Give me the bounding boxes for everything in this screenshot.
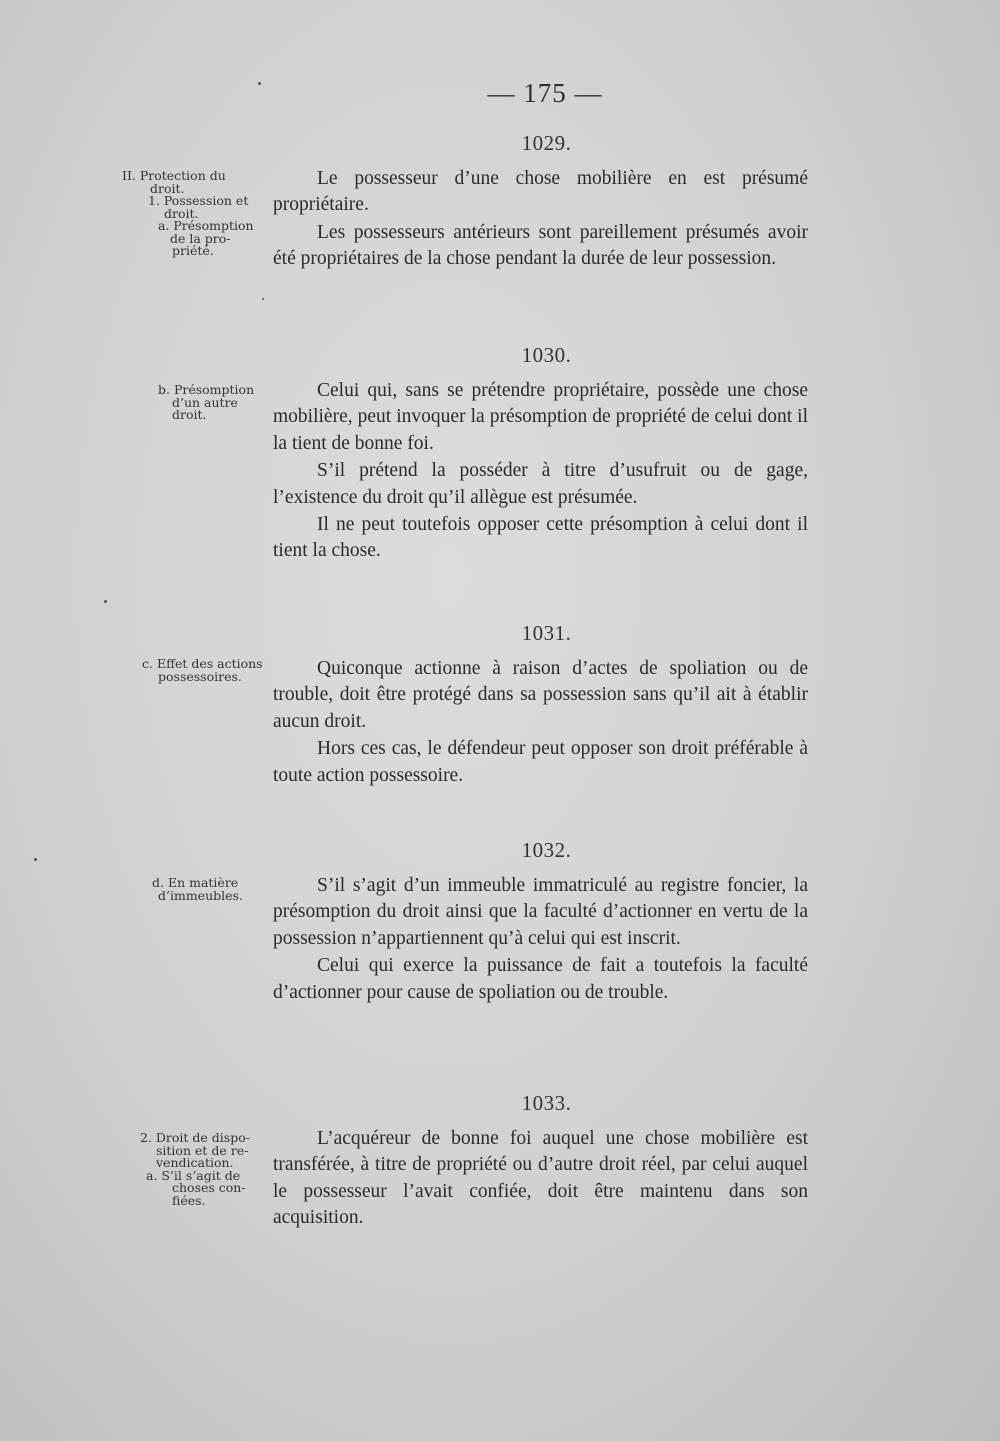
margin-note-line: 1. Possession et — [148, 193, 249, 208]
margin-note-immeubles — [152, 877, 280, 902]
article-paragraph: S’il s’agit d’un immeuble immatriculé au registre foncier, la présomption du droit ainsi que la faculté d’actionner en vertu de la possession n’appartiennent qu’à celui qui est inscrit. — [273, 875, 808, 949]
article-1029 — [273, 131, 808, 273]
article-number: 1029. — [521, 131, 572, 155]
margin-note-line: sition et de re- — [156, 1142, 249, 1158]
article-number: 1030. — [521, 343, 572, 367]
scan-speck — [34, 858, 37, 861]
scan-speck — [262, 298, 264, 300]
margin-note-line: droit. — [172, 407, 207, 422]
article-paragraph: Hors ces cas, le défendeur peut opposer son droit préférable à toute action possessoire. — [273, 738, 808, 786]
margin-note-line: vendication. — [156, 1155, 234, 1170]
article-1033 — [273, 1091, 808, 1232]
margin-note-line: droit. — [164, 205, 199, 221]
margin-note-line: 2. Droit de dispo- — [140, 1130, 250, 1145]
margin-note-line: d’immeubles. — [158, 887, 243, 903]
article-1030 — [273, 343, 808, 565]
article-number: 1033. — [521, 1091, 572, 1115]
margin-note-line: possessoires. — [158, 668, 242, 684]
margin-note-line: priété. — [172, 243, 214, 258]
article-number: 1031. — [521, 621, 572, 645]
article-paragraph: S’il prétend la posséder à titre d’usufruit ou de gage, l’existence du droit qu’il allègue est présumée. — [273, 460, 808, 508]
scan-speck — [104, 600, 107, 603]
page-number: — 175 — — [487, 78, 603, 108]
article-paragraph: L’acquéreur de bonne foi auquel une chose mobilière est transférée, à titre de propriété ou d’autre droit réel, par celui auquel le possesseur l’avait confiée, doit être maintenu dans son acquisition. — [273, 1128, 808, 1229]
margin-note-line: a. S’il s’agit de — [146, 1167, 241, 1183]
article-paragraph: Les possesseurs antérieurs sont pareillement présumés avoir été propriétaires de la chose pendant la durée de leur possession. — [273, 221, 808, 270]
margin-note-line: d’un autre — [172, 394, 238, 410]
margin-note-line: a. Présomption — [158, 218, 254, 233]
margin-note-autre-droit — [158, 384, 286, 422]
article-1031 — [273, 621, 808, 789]
article-paragraph: Celui qui exerce la puissance de fait a toutefois la faculté d’actionner pour cause de spoliation ou de trouble. — [273, 955, 808, 1003]
article-paragraph: Le possesseur d’une chose mobilière en est présumé propriétaire. — [273, 168, 808, 216]
margin-note-line: fiées. — [172, 1192, 206, 1208]
margin-note-protection — [122, 168, 254, 258]
margin-note-line: c. Effet des actions — [142, 656, 263, 671]
margin-note-line: de la pro- — [170, 230, 231, 246]
margin-note-line: II. Protection du — [122, 168, 226, 183]
article-paragraph: Il ne peut toutefois opposer cette présomption à celui dont il tient la chose. — [273, 514, 808, 562]
margin-note-disposition — [140, 1132, 268, 1207]
article-paragraph: Celui qui, sans se prétendre propriétaire, possède une chose mobilière, peut invoquer la présomption de propriété de celui dont il la tient de bonne foi. — [273, 380, 808, 454]
margin-note-line: b. Présomption — [158, 382, 255, 397]
scan-speck — [258, 82, 261, 85]
margin-note-line: choses con- — [172, 1180, 246, 1195]
article-number: 1032. — [521, 838, 572, 862]
article-1032 — [273, 838, 808, 1006]
margin-note-actions-possessoires — [142, 658, 270, 683]
margin-note-line: d. En matière — [152, 875, 239, 890]
margin-note-line: droit. — [150, 180, 185, 196]
article-paragraph: Quiconque actionne à raison d’actes de spoliation ou de trouble, doit être protégé dans sa possession sans qu’il ait à établir aucun droit. — [273, 658, 808, 732]
